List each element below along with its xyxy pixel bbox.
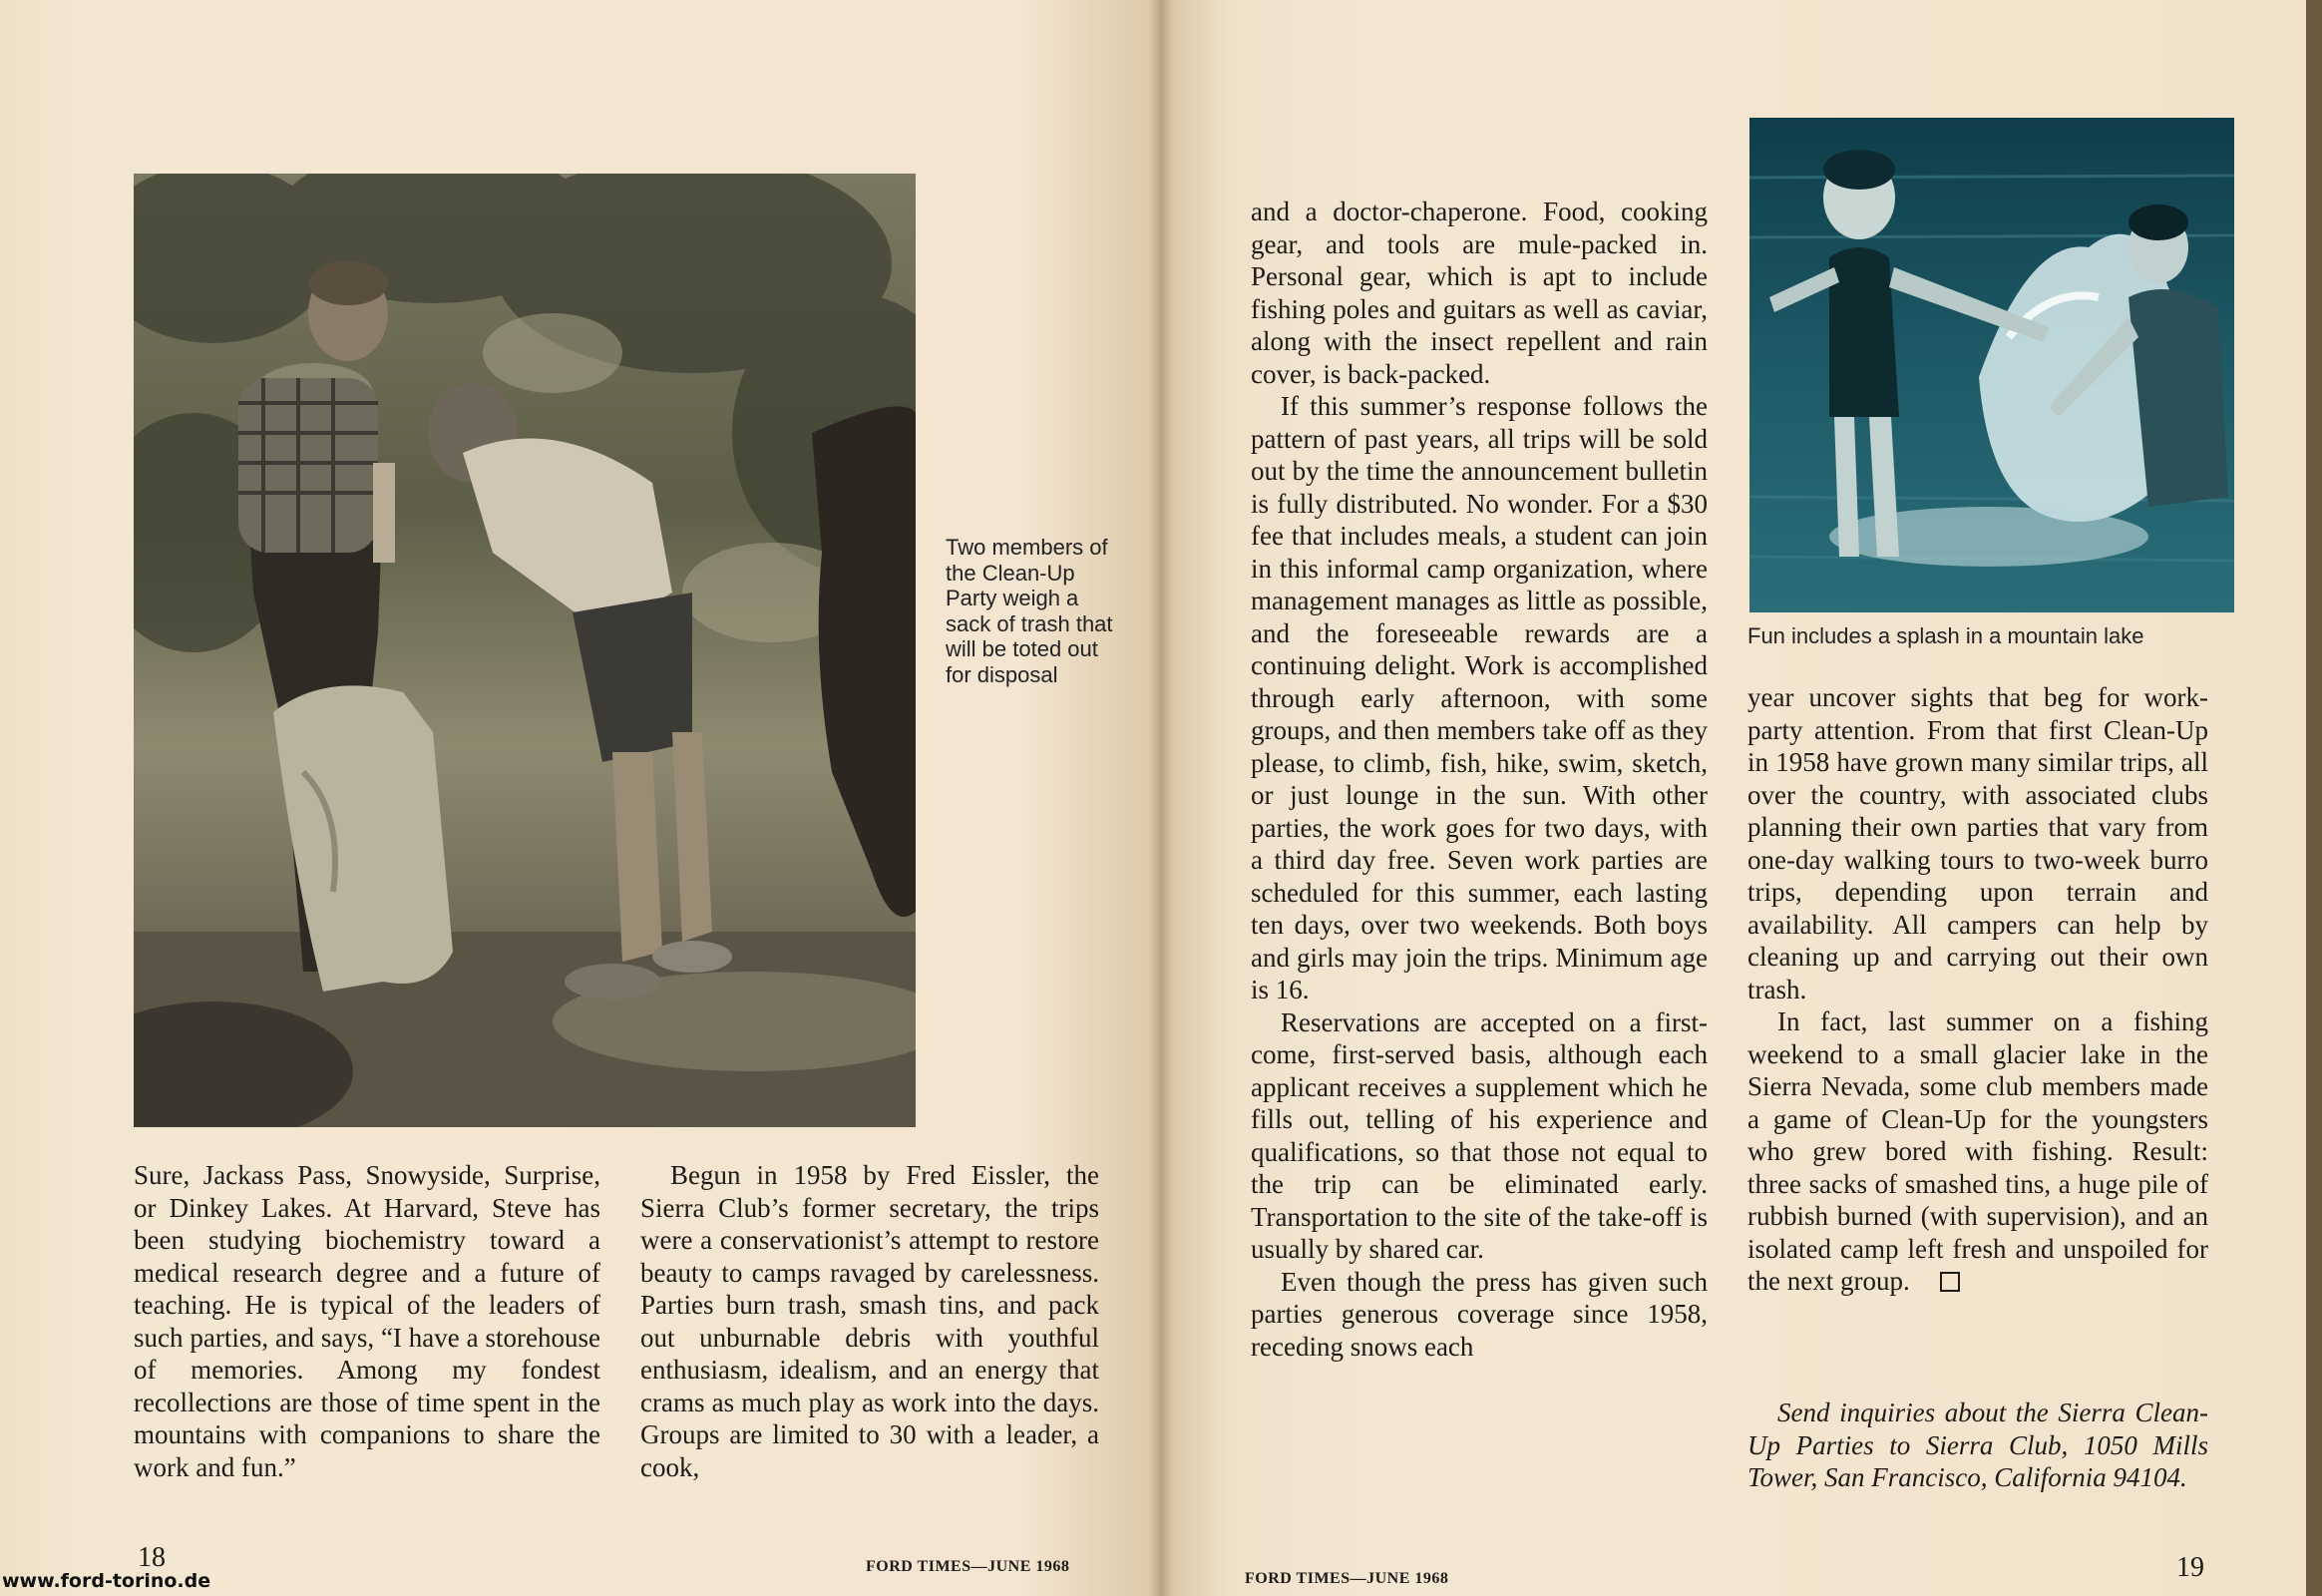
cleanup-party-photo — [134, 174, 916, 1127]
running-head-right: FORD TIMES—JUNE 1968 — [1245, 1570, 1449, 1587]
paragraph: and a doctor-chaperone. Food, cooking gear, and tools are mule-packed in. Personal gear, which is apt to include fishing poles and guitars as well as caviar, along with the insect repellent and rain cover, is back-packed. — [1251, 197, 1708, 389]
end-mark-icon — [1940, 1272, 1960, 1292]
left-column-1 — [134, 1159, 600, 1483]
left-photo-caption: Two members of the Clean-Up Party weigh a sack of trash that will be toted out for disposal — [946, 535, 1113, 687]
page-edge — [2306, 0, 2322, 1596]
inquiry-note — [1747, 1396, 2208, 1494]
right-photo-caption: Fun includes a splash in a mountain lake — [1747, 623, 2144, 648]
paragraph — [1747, 1005, 2208, 1298]
paragraph: Reservations are accepted on a first-come, first-served basis, although each applicant receives a supplement which he fills out, telling of his experience and qualifications, so that those not equal to the trip can be eliminated early. Transportation to the site of the take-off is usually by shared car. — [1251, 1006, 1708, 1264]
running-head-left: FORD TIMES—JUNE 1968 — [866, 1558, 1070, 1575]
left-column-2 — [640, 1159, 1099, 1483]
page-number-left: 18 — [138, 1542, 166, 1573]
closing-paragraph-text: In fact, last summer on a fishing weekend to a small glacier lake in the Sierra Nevada, some club members made a game of Clean-Up for the youngsters who grew bored with fishing. Result: three sacks of smashed tins, a huge pile of rubbish burned (with supervision), and an isolated camp left fresh and unspoiled for the next group. — [1747, 1006, 2208, 1296]
site-watermark: www.ford-torino.de — [2, 1570, 211, 1592]
inquiry-text: Send inquiries about the Sierra Clean-Up Parties to Sierra Club, 1050 Mills Tower, San Francisco, California 94104. — [1747, 1397, 2208, 1492]
binding-gutter — [1149, 0, 1173, 1596]
paragraph: If this summer’s response follows the pattern of past years, all trips will be sold out by the time the announcement bulletin is fully distributed. No wonder. For a $30 fee that includes meals, a student can join in this informal camp organization, where management manages as little as possible, and the foreseeable rewards are a continuing delight. Work is accomplished through early afternoon, with some groups, and then members take off as they please, to climb, fish, hike, swim, sketch, or just lounge in the sun. With other parties, the work goes for two days, with a third day free. Seven work parties are scheduled for this summer, each lasting ten days, over two weekends. Both boys and girls may join the trips. Minimum age is 16. — [1251, 391, 1708, 1004]
paragraph: Sure, Jackass Pass, Snowyside, Surprise, or Dinkey Lakes. At Harvard, Steve has been studying biochemistry toward a medical research degree and a future of teaching. He is typical of the leaders of such parties, and says, “I have a storehouse of memories. Among my fondest recollections are those of time spent in the mountains with companions to share the work and fun.” — [134, 1160, 600, 1482]
paragraph: Even though the press has given such parties generous coverage since 1958, receding snows each — [1251, 1266, 1708, 1362]
right-column-1 — [1251, 196, 1708, 1363]
right-column-2 — [1747, 681, 2208, 1298]
page-number-right: 19 — [2176, 1552, 2204, 1583]
paragraph: Begun in 1958 by Fred Eissler, the Sierra Club’s former secretary, the trips were a conservationist’s attempt to restore beauty to camps ravaged by carelessness. Parties burn trash, smash tins, and pack out unburnable debris with youthful enthusiasm, idealism, and an energy that crams as much play as work into the days. Groups are limited to 30 with a leader, a cook, — [640, 1160, 1099, 1482]
lake-splash-photo — [1749, 118, 2234, 612]
paragraph: year uncover sights that beg for work-party attention. From that first Clean-Up in 1958 have grown many similar trips, all over the country, with associated clubs planning their own parties that vary from one-day walking tours to two-week burro trips, depending upon terrain and availability. All campers can help by cleaning up and carrying out their own trash. — [1747, 682, 2208, 1004]
